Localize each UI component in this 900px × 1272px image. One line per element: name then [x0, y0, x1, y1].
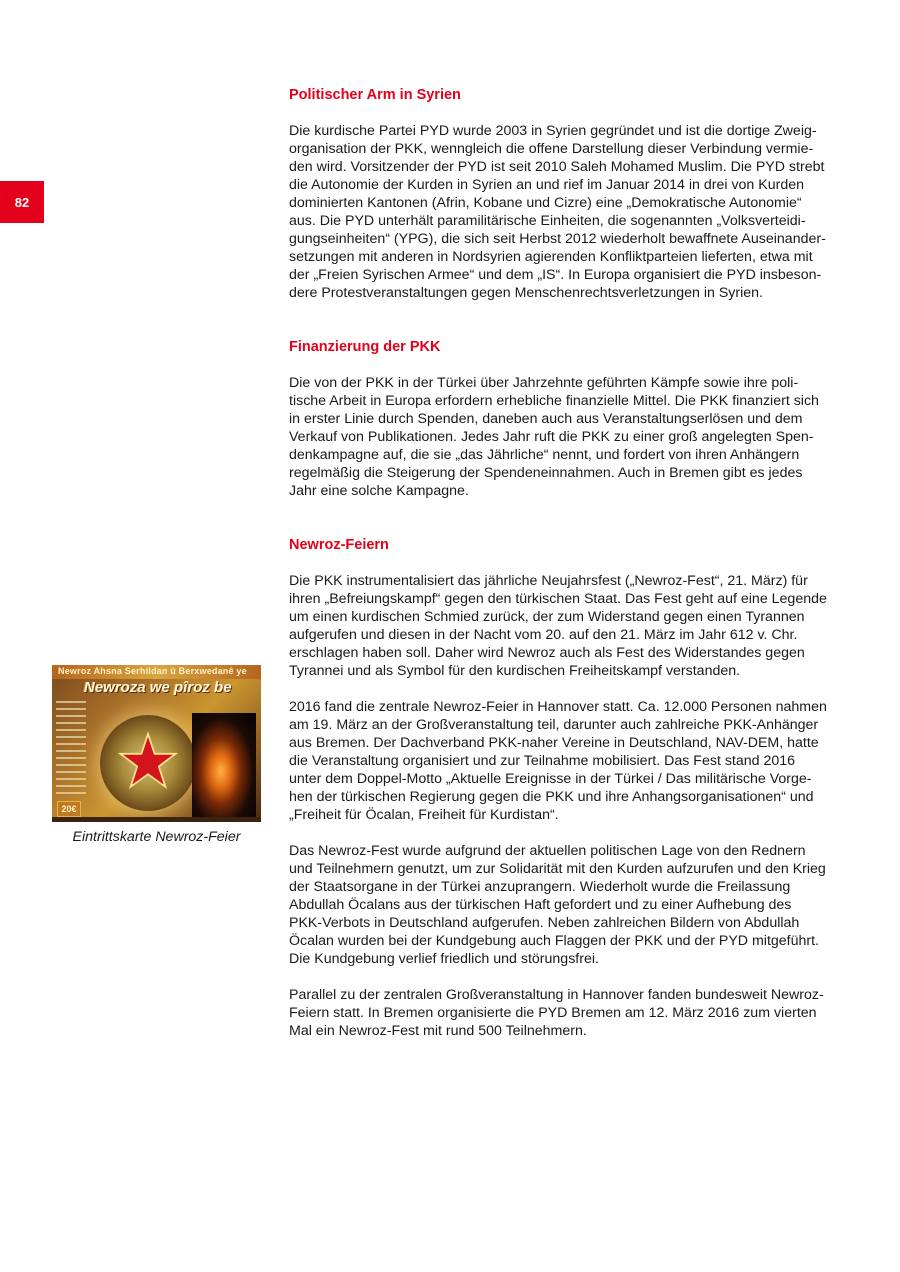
ticket-price-badge: 20€	[57, 801, 81, 817]
text-line: aus Bremen. Der Dachverband PKK-naher Vereine in Deutschland, NAV-DEM, hatte	[289, 735, 819, 751]
text-line: Parallel zu der zentralen Großveranstaltung in Hannover fanden bundesweit Newroz-	[289, 987, 824, 1003]
text-line: der Staatsorgane in der Türkei anzuprangern. Wiederholt wurde die Freilassung	[289, 879, 791, 895]
text-line: die Veranstaltung organisiert und zur Teilnahme mobilisiert. Das Fest stand 2016	[289, 753, 796, 769]
text-line: Mal ein Newroz-Fest mit rund 500 Teilnehmern.	[289, 1023, 587, 1039]
text-line: und Teilnehmern genutzt, um zur Solidarität mit den Kurden aufzurufen und den Krieg	[289, 861, 826, 877]
text-line: tische Arbeit in Europa erfordern erhebliche finanzielle Mittel. Die PKK finanziert sich	[289, 393, 819, 409]
text-line: hen der türkischen Regierung gegen die PKK und ihre Anhangsorganisationen“ und	[289, 789, 814, 805]
text-line: Verkauf von Publikationen. Jedes Jahr ruft die PKK zu einer groß angelegten Spen-	[289, 429, 814, 445]
paragraph	[289, 842, 837, 968]
text-line: unter dem Doppel-Motto „Aktuelle Ereignisse in der Türkei / Das militärische Vorge-	[289, 771, 812, 787]
figure-caption: Eintrittskarte Newroz-Feier	[72, 829, 241, 845]
text-line: Feiern statt. In Bremen organisierte die PYD Bremen am 12. März 2016 zum vierten	[289, 1005, 817, 1021]
paragraph	[289, 122, 837, 302]
text-line: Die Kundgebung verlief friedlich und störungsfrei.	[289, 951, 599, 967]
text-line: erschlagen haben soll. Daher wird Newroz auch als Fest des Widerstandes gegen	[289, 645, 805, 661]
text-line: „Freiheit für Öcalan, Freiheit für Kurdistan“.	[289, 807, 559, 823]
paragraph	[289, 374, 837, 500]
text-line: ihren „Befreiungskampf“ gegen den türkischen Staat. Das Fest geht auf eine Legende	[289, 591, 827, 607]
text-line: Die kurdische Partei PYD wurde 2003 in Syrien gegründet und ist die dortige Zweig-	[289, 123, 817, 139]
newroz-ticket-figure	[52, 665, 261, 845]
text-line: dominierten Kantonen (Afrin, Kobane und Cizre) eine „Demokratische Autonomie“	[289, 195, 802, 211]
red-star-icon	[118, 731, 178, 791]
text-line: regelmäßig die Steigerung der Spendeneinnahmen. Auch in Bremen gibt es jedes	[289, 465, 803, 481]
text-line: aufgerufen und diesen in der Nacht vom 20. auf den 21. März im Jahr 612 v. Chr.	[289, 627, 798, 643]
text-line: dere Protestveranstaltungen gegen Menschenrechtsverletzungen in Syrien.	[289, 285, 763, 301]
section-heading-finanzierung: Finanzierung der PKK	[289, 339, 441, 355]
section-heading-newroz-feiern: Newroz-Feiern	[289, 537, 389, 553]
text-line: aus. Die PYD unterhält paramilitärische Einheiten, die sogenannten „Volksverteidi-	[289, 213, 806, 229]
text-line: Abdullah Öcalans aus der türkischen Haft gefordert und zu einer Aufhebung des	[289, 897, 792, 913]
ticket-name-list	[56, 701, 86, 797]
text-line: um einen kurdischen Schmied zurück, der zum Widerstand gegen einen Tyrannen	[289, 609, 805, 625]
section-heading-politischer-arm: Politischer Arm in Syrien	[289, 87, 461, 103]
text-line: 2016 fand die zentrale Newroz-Feier in Hannover statt. Ca. 12.000 Personen nahmen	[289, 699, 827, 715]
page-number-tab	[0, 181, 44, 223]
text-line: Jahr eine solche Kampagne.	[289, 483, 469, 499]
main-text-column	[289, 86, 837, 1040]
text-line: gungseinheiten“ (YPG), die sich seit Herbst 2012 wiederholt bewaffnete Auseinander-	[289, 231, 826, 247]
text-line: Die von der PKK in der Türkei über Jahrzehnte geführten Kämpfe sowie ihre poli-	[289, 375, 799, 391]
newroz-ticket-image	[52, 665, 261, 822]
text-line: der „Freien Syrischen Armee“ und dem „IS“. In Europa organisiert die PYD insbeson-	[289, 267, 822, 283]
paragraph	[289, 572, 837, 680]
paragraph	[289, 986, 837, 1040]
text-line: die Autonomie der Kurden in Syrien an und rief im Januar 2014 in drei von Kurden	[289, 177, 805, 193]
text-line: setzungen mit anderen in Nordsyrien agierenden Konfliktparteien lieferten, etwa mit	[289, 249, 813, 265]
text-line: Tyrannei und als Symbol für den kurdischen Freiheitskampf verstanden.	[289, 663, 741, 679]
text-line: Das Newroz-Fest wurde aufgrund der aktuellen politischen Lage von den Rednern	[289, 843, 806, 859]
paragraph	[289, 698, 837, 824]
text-line: organisation der PKK, wenngleich die offene Darstellung dieser Verbindung vermie-	[289, 141, 814, 157]
text-line: in erster Linie durch Spenden, daneben auch aus Veranstaltungserlösen und dem	[289, 411, 803, 427]
text-line: Öcalan wurden bei der Kundgebung auch Flaggen der PKK und der PYD mitgeführt.	[289, 933, 820, 949]
text-line: denkampagne auf, die sie „das Jährliche“ nennt, und fordert von ihren Anhängern	[289, 447, 800, 463]
ticket-top-text: Newroz Ahsna Serhildan û Berxwedanê ye	[58, 666, 247, 676]
text-line: den wird. Vorsitzender der PYD ist seit 2010 Saleh Mohamed Muslim. Die PYD strebt	[289, 159, 825, 175]
text-line: Die PKK instrumentalisiert das jährliche Neujahrsfest („Newroz-Fest“, 21. März) für	[289, 573, 808, 589]
text-line: PKK-Verbots in Deutschland aufgerufen. Neben zahlreichen Bildern von Abdullah	[289, 915, 800, 931]
ticket-title: Newroza we pîroz be	[84, 679, 232, 696]
ticket-fire-photo	[192, 713, 256, 819]
page-number: 82	[14, 194, 30, 210]
ticket-bottom-strip	[52, 817, 261, 822]
text-line: am 19. März an der Großveranstaltung teil, darunter auch zahlreiche PKK-Anhänger	[289, 717, 819, 733]
